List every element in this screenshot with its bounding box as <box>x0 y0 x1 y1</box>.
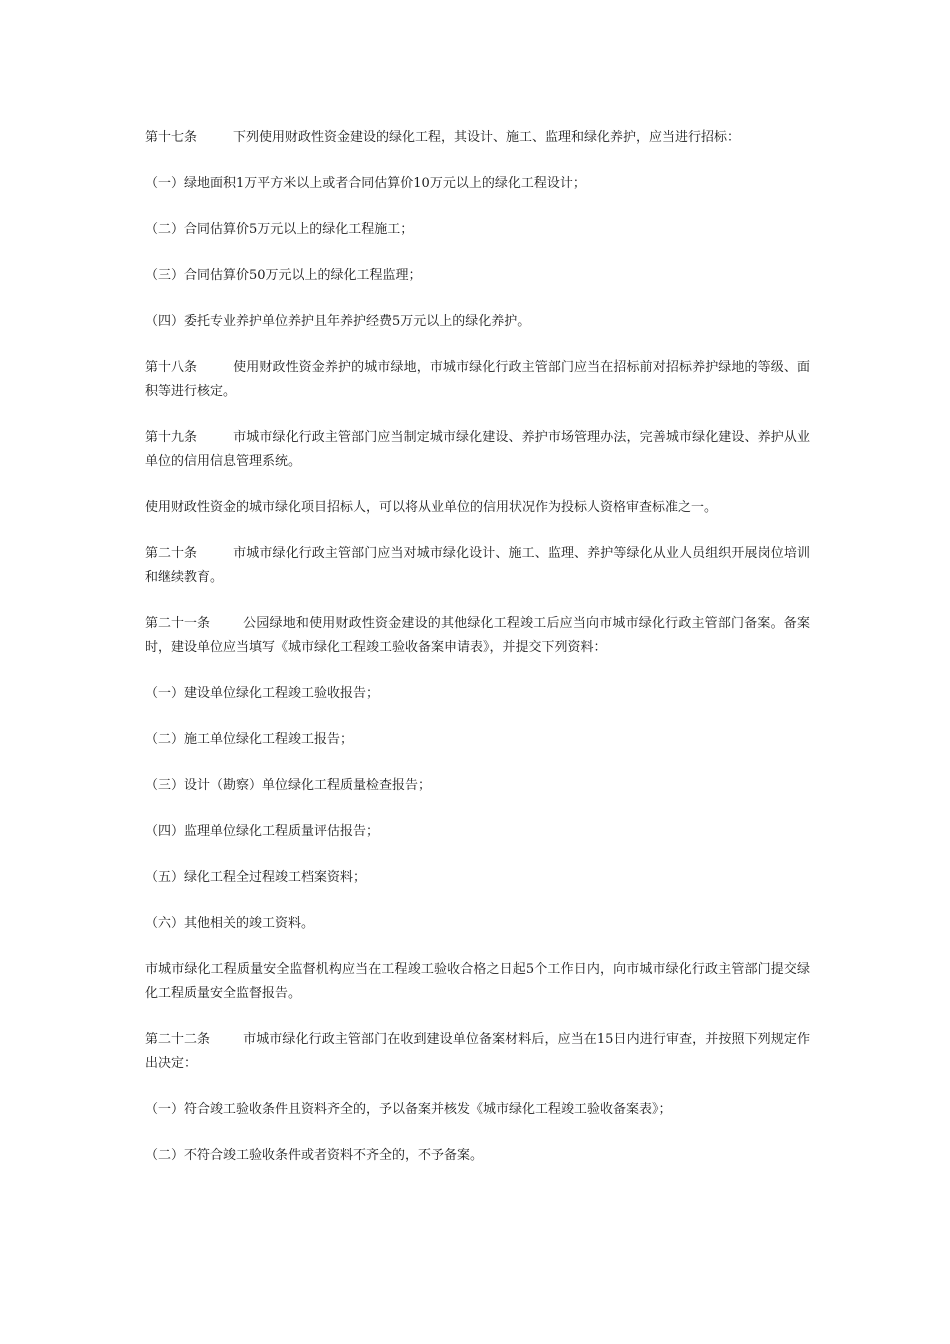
article-18 <box>145 356 810 404</box>
article-text: 公园绿地和使用财政性资金建设的其他绿化工程竣工后应当向市城市绿化行政主管部门备案。备案时，建设单位应当填写《城市绿化工程竣工验收备案申请表》，并提交下列资料： <box>145 616 810 655</box>
list-item: （二）不符合竣工验收条件或者资料不齐全的，不予备案。 <box>145 1148 484 1163</box>
body-paragraph: 使用财政性资金的城市绿化项目招标人，可以将从业单位的信用状况作为投标人资格审查标准之一。 <box>145 500 718 515</box>
article-number: 第二十条 <box>145 546 198 561</box>
body-paragraph: 市城市绿化工程质量安全监督机构应当在工程竣工验收合格之日起5个工作日内，向市城市绿化行政主管部门提交绿化工程质量安全监督报告。 <box>145 962 810 1001</box>
article-text: 市城市绿化行政主管部门应当制定城市绿化建设、养护市场管理办法，完善城市绿化建设、养护从业单位的信用信息管理系统。 <box>145 430 810 469</box>
article-text: 市城市绿化行政主管部门在收到建设单位备案材料后，应当在15日内进行审查，并按照下列规定作出决定： <box>145 1032 810 1071</box>
list-item: （五）绿化工程全过程竣工档案资料； <box>145 870 367 885</box>
article-number: 第二十二条 <box>145 1032 211 1047</box>
list-item: （一）绿地面积1万平方米以上或者合同估算价10万元以上的绿化工程设计； <box>145 176 586 191</box>
article-21 <box>145 612 810 660</box>
article-20 <box>145 542 810 590</box>
article-19 <box>145 426 810 474</box>
article-number: 第二十一条 <box>145 616 211 631</box>
article-text: 市城市绿化行政主管部门应当对城市绿化设计、施工、监理、养护等绿化从业人员组织开展岗位培训和继续教育。 <box>145 546 810 585</box>
article-text: 下列使用财政性资金建设的绿化工程，其设计、施工、监理和绿化养护，应当进行招标： <box>233 130 741 145</box>
list-item: （六）其他相关的竣工资料。 <box>145 916 315 931</box>
list-item: （二）施工单位绿化工程竣工报告； <box>145 732 354 747</box>
list-item: （一）符合竣工验收条件且资料齐全的，予以备案并核发《城市绿化工程竣工验收备案表》； <box>145 1102 672 1117</box>
article-number: 第十八条 <box>145 360 198 375</box>
list-item: （四）监理单位绿化工程质量评估报告； <box>145 824 380 839</box>
article-text: 使用财政性资金养护的城市绿地，市城市绿化行政主管部门应当在招标前对招标养护绿地的等级、面积等进行核定。 <box>145 360 810 399</box>
article-22 <box>145 1028 810 1076</box>
article-17 <box>145 126 810 150</box>
list-item: （三）合同估算价50万元以上的绿化工程监理； <box>145 268 422 283</box>
list-item: （四）委托专业养护单位养护且年养护经费5万元以上的绿化养护。 <box>145 314 531 329</box>
article-number: 第十九条 <box>145 430 198 445</box>
document-body <box>145 126 810 1168</box>
list-item: （三）设计（勘察）单位绿化工程质量检查报告； <box>145 778 432 793</box>
list-item: （二）合同估算价5万元以上的绿化工程施工； <box>145 222 414 237</box>
article-number: 第十七条 <box>145 130 198 145</box>
list-item: （一）建设单位绿化工程竣工验收报告； <box>145 686 380 701</box>
